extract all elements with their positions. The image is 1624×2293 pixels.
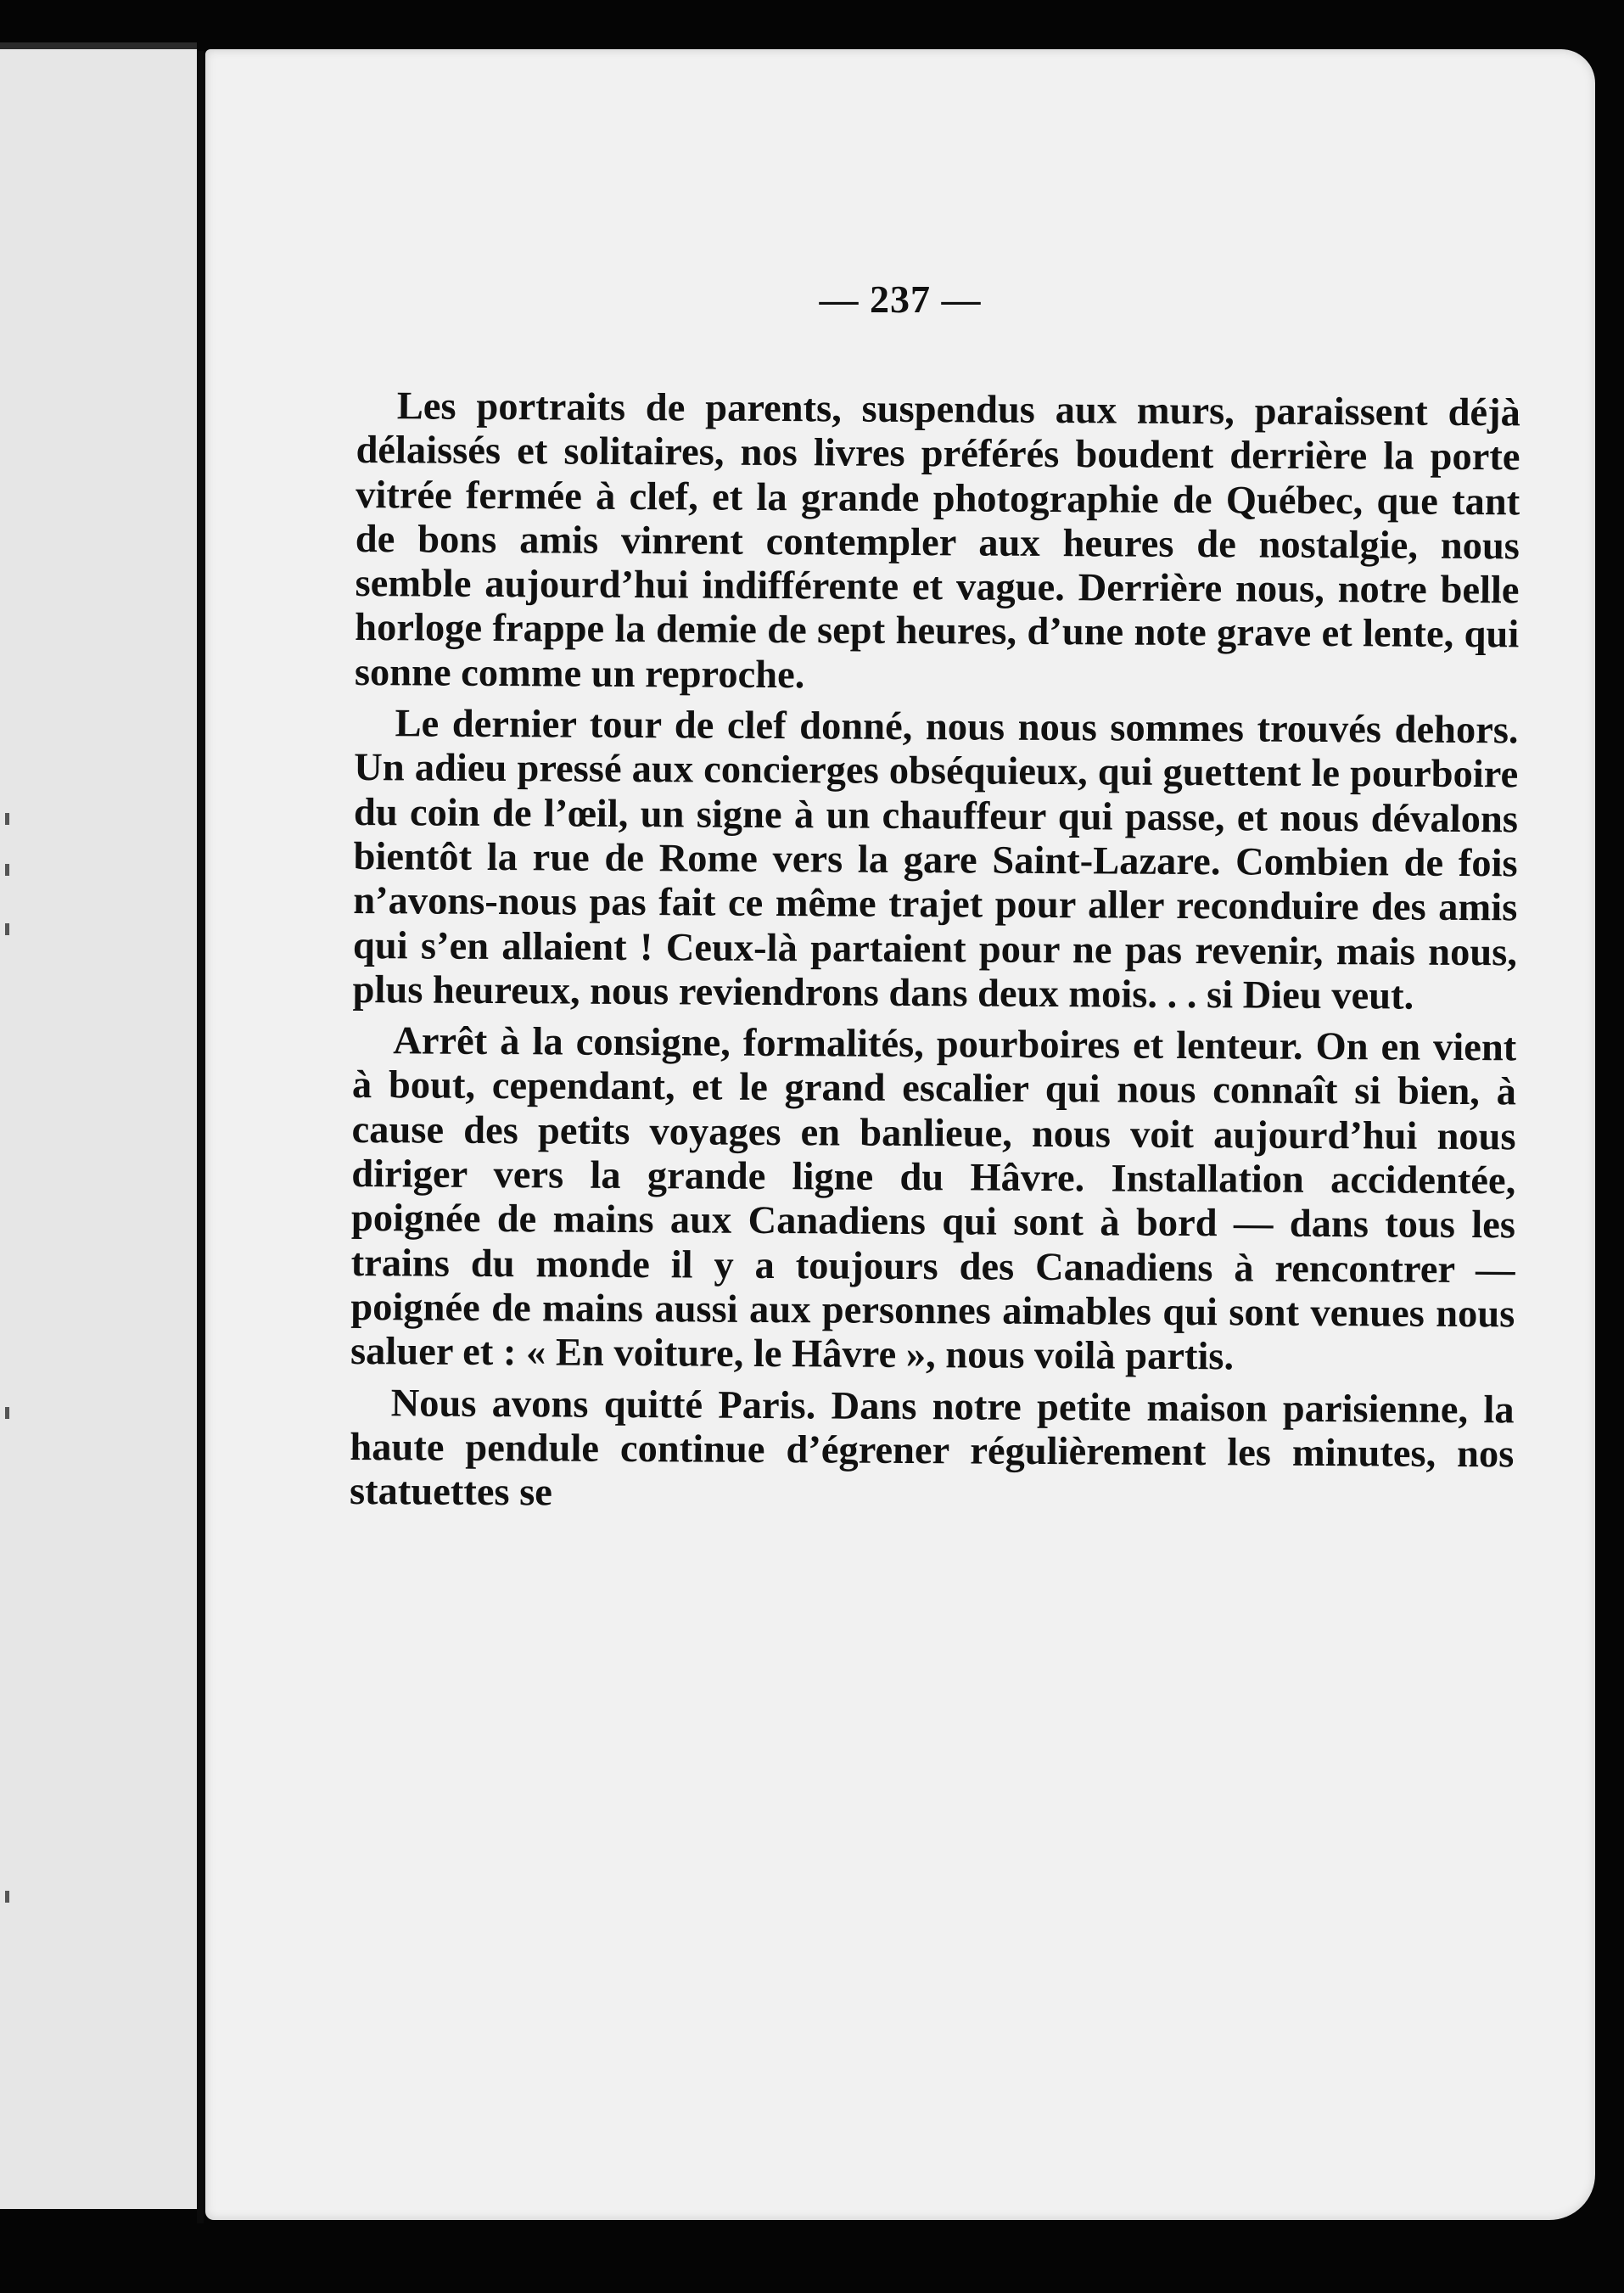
left-page-edge [0,42,197,2209]
paragraph-3: Arrêt à la consigne, formalités, pourboires et lenteur. On en vient à bout, cependant, et le grand escalier qui nous connaît si bien, à cause des petits voyages en banlieue, nous voit aujourd’hui nous diriger vers la grande ligne du Hâvre. Installation accidentée, poignée de mains aux Canadiens qui sont à bord — dans tous les trains du monde il y a toujours des Canadiens à rencontrer — poignée de mains aussi aux personnes aimables qui sont venues nous saluer et : « En voiture, le Hâvre », nous voilà partis. [350,1019,1517,1379]
paragraph-1: Les portraits de parents, suspendus aux murs, paraissent déjà délaissés et solitaires, nos livres préférés boudent derrière la porte vitrée fermée à clef, et la grande photographie de Québec, que tant de bons amis vinrent contempler aux heures de nostalgie, nous semble aujourd’hui indifférente et vague. Derrière nous, notre belle horloge frappe la demie de sept heures, d’une note grave et lente, qui sonne comme un reproche. [354,384,1520,698]
body-text [350,384,1520,1528]
book-gutter [197,51,204,2223]
paragraph-4: Nous avons quitté Paris. Dans notre petite maison parisienne, la haute pendule continue d’égrener régulièrement les minutes, nos statuettes se [349,1381,1515,1515]
book-page [205,49,1595,2220]
paragraph-2: Le dernier tour de clef donné, nous nous sommes trouvés dehors. Un adieu pressé aux concierges obséquieux, qui guettent le pourboire du coin de l’œil, un signe à un chauffeur qui passe, et nous dévalons bientôt la rue de Rome vers la gare Saint-Lazare. Combien de fois n’avons-nous pas fait ce même trajet pour aller reconduire des amis qui s’en allaient ! Ceux-là partaient pour ne pas revenir, mais nous, plus heureux, nous reviendrons dans deux mois. . . si Dieu veut. [352,702,1519,1018]
page-number: — 237 — [819,278,982,321]
margin-marks [5,813,10,2001]
